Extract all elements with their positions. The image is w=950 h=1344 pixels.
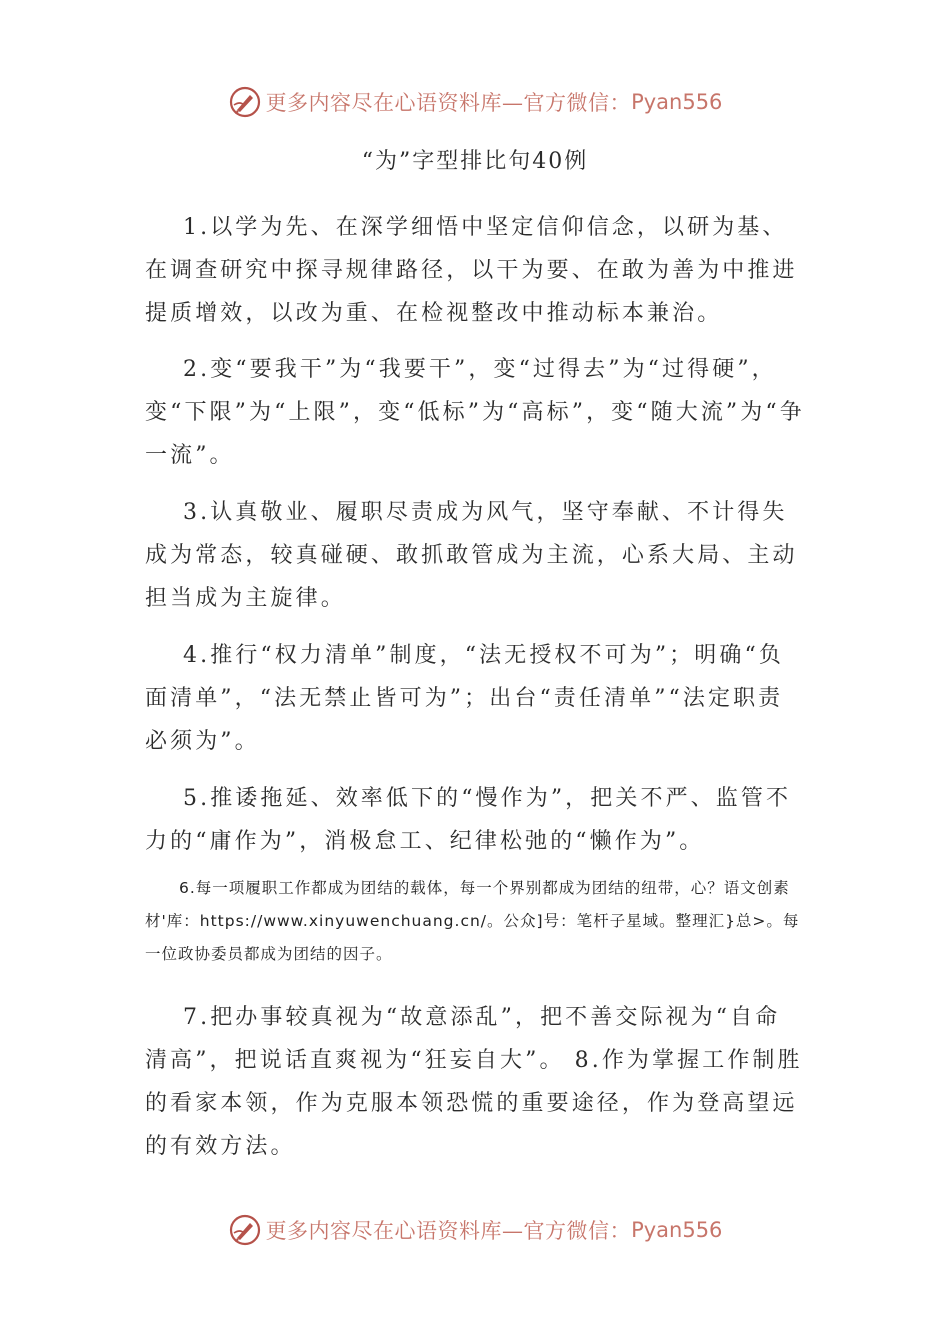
document-title: “为”字型排比句40例 bbox=[361, 149, 589, 174]
pen-logo-icon bbox=[228, 85, 262, 119]
banner-text: 更多内容尽在心语资料库—官方微信： bbox=[265, 91, 632, 115]
paragraph-6: 6.每一项履职工作都成为团结的载体，每一个界别都成为团结的纽带，心？语文创素材'库：https://www.xinyuwenchuang.cn/。公众]号：笔杆子星域。整理汇}总>。每一位政协委员都成为团结的因子。 bbox=[145, 879, 800, 963]
banner-account: Pyan556 bbox=[631, 90, 723, 114]
banner-account: Pyan556 bbox=[631, 1218, 723, 1242]
paragraph-5: 5.推诿拖延、效率低下的“慢作为”，把关不严、监管不力的“庸作为”，消极怠工、纪律松弛的“懒作为”。 bbox=[145, 786, 792, 854]
paragraph-7-8: 7.把办事较真视为“故意添乱”，把不善交际视为“自命清高”，把说话直爽视为“狂妄自大”。 8.作为掌握工作制胜的看家本领，作为克服本领恐慌的重要途径，作为登高望远的有效方法。 bbox=[145, 1005, 803, 1159]
paragraph-1: 1.以学为先、在深学细悟中坚定信仰信念，以研为基、在调查研究中探寻规律路径，以干为要、在敢为善为中推进提质增效，以改为重、在检视整改中推动标本兼治。 bbox=[145, 215, 798, 326]
paragraph-2: 2.变“要我干”为“我要干”，变“过得去”为“过得硬”，变“下限”为“上限”，变“低标”为“高标”，变“随大流”为“争一流”。 bbox=[145, 357, 805, 468]
pen-logo-icon bbox=[228, 1213, 262, 1247]
paragraph-4: 4.推行“权力清单”制度，“法无授权不可为”；明确“负面清单”，“法无禁止皆可为”；出台“责任清单”“法定职责必须为”。 bbox=[145, 643, 784, 754]
banner-text: 更多内容尽在心语资料库—官方微信： bbox=[265, 1219, 632, 1243]
paragraph-3: 3.认真敬业、履职尽责成为风气，坚守奉献、不计得失成为常态，较真碰硬、敢抓敢管成为主流，心系大局、主动担当成为主旋律。 bbox=[145, 500, 798, 611]
footer-watermark-banner bbox=[0, 1208, 950, 1252]
header-watermark-banner bbox=[0, 80, 950, 124]
